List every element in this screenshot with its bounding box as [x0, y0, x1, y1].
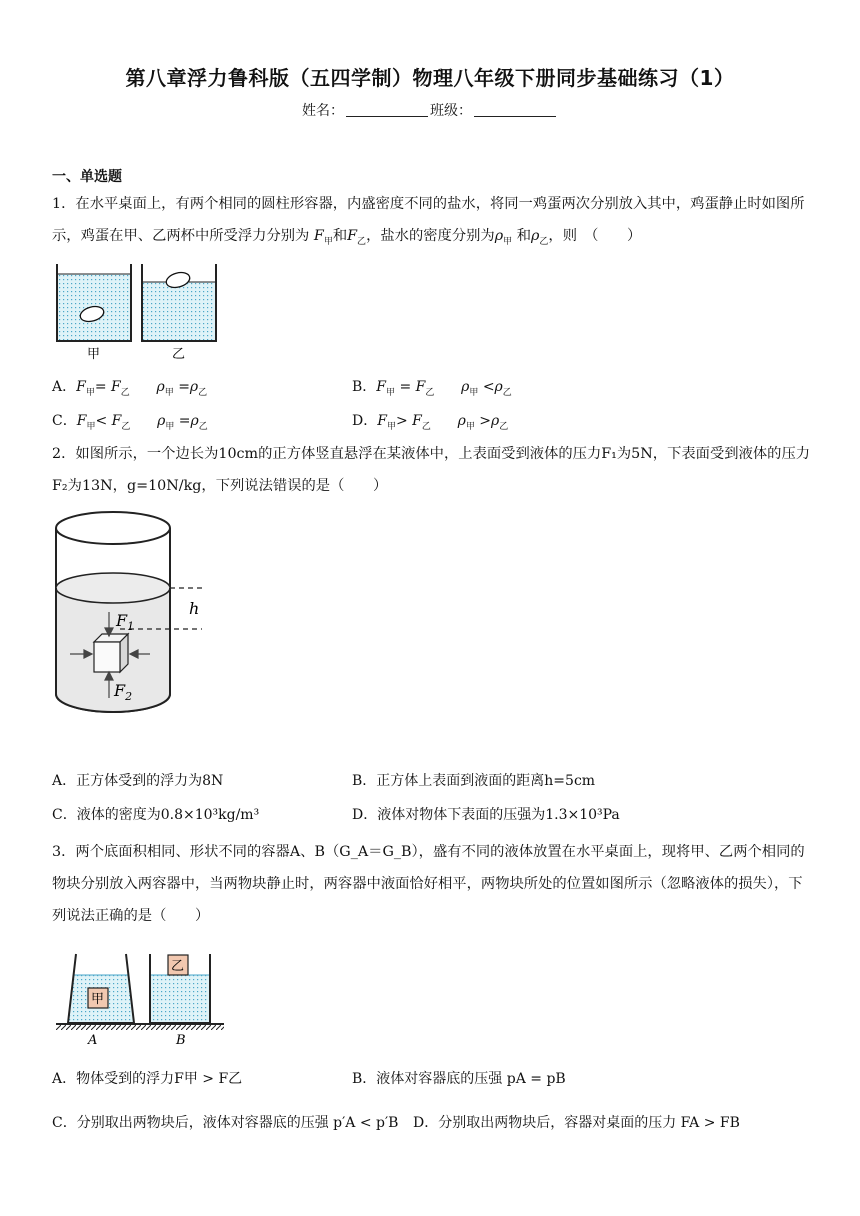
sub-jia: 甲	[165, 421, 175, 432]
q3-option-a[interactable]: A．物体受到的浮力F甲 > F乙	[52, 1071, 243, 1087]
class-blank[interactable]	[474, 102, 556, 117]
question-2: 2．如图所示，一个边长为10cm的正方体竖直悬浮在某液体中，上表面受到液体的压力F₁为5N，下表面受到液体的压力F₂为13N，g=10N/kg，下列说法错误的是（ ）	[52, 446, 811, 494]
relation: =	[94, 379, 107, 395]
f-symbol: F	[76, 379, 86, 395]
name-label: 姓名：	[302, 103, 344, 119]
q2-figure	[50, 506, 220, 728]
q2-option-a[interactable]: A．正方体受到的浮力为8N	[52, 773, 224, 789]
label-a: A	[88, 1033, 98, 1048]
sub-jia: 甲	[469, 387, 479, 398]
sub-yi: 乙	[198, 387, 208, 398]
sub-jia: 甲	[164, 387, 174, 398]
question-1	[52, 188, 812, 258]
h-label: h	[189, 599, 200, 618]
page-title: 第八章浮力鲁科版（五四学制）物理八年级下册同步基础练习（1）	[125, 66, 735, 90]
and-word: 和	[332, 228, 348, 244]
q1-option-c[interactable]	[52, 410, 208, 432]
f-symbol: F	[377, 413, 387, 429]
sub-yi: 乙	[120, 387, 130, 398]
q3-option-b[interactable]: B．液体对容器底的压强 pA = pB	[352, 1071, 566, 1087]
rho-symbol: ρ	[457, 413, 466, 429]
relation: =	[178, 413, 191, 429]
relation: =	[395, 379, 416, 395]
sub-yi: 乙	[357, 236, 367, 247]
rho-symbol: ρ	[461, 379, 470, 395]
sub-yi: 乙	[121, 421, 131, 432]
section-heading: 一、单选题	[52, 169, 122, 185]
sub-jia: 甲	[503, 236, 513, 247]
option-letter: A．	[52, 379, 77, 395]
sub-jia: 甲	[323, 236, 333, 247]
question-3: 3．两个底面积相同、形状不同的容器A、B（G_A＝G_B），盛有不同的液体放置在水平桌面上，现将甲、乙两个相同的物块分别放入两容器中，当两物块静止时，两容器中液面恰好相平，两物块所处的位置如图所示（忽略液体的损失），下列说法正确的是（ ）	[52, 844, 805, 924]
q3-option-d[interactable]: D．分别取出两物块后，容器对桌面的压力 FA > FB	[413, 1115, 740, 1131]
q1-option-a[interactable]	[52, 376, 207, 398]
sub-yi: 乙	[198, 421, 208, 432]
option-letter: C．	[52, 413, 77, 429]
q2-option-c[interactable]: C．液体的密度为0.8×10³kg/m³	[52, 807, 260, 823]
q3-figure	[56, 950, 231, 1048]
relation: >	[479, 413, 492, 429]
relation: <	[482, 379, 495, 395]
rho-symbol: ρ	[190, 413, 199, 429]
option-letter: D．	[352, 413, 378, 429]
f-symbol: F	[111, 379, 121, 395]
block-jia-label: 甲	[91, 992, 105, 1007]
fig-label-jia: 甲	[87, 347, 101, 362]
q2-option-b[interactable]: B．正方体上表面到液面的距离h=5cm	[352, 773, 596, 789]
f1-label: $F_1$	[116, 611, 135, 633]
f-symbol: F	[111, 413, 122, 429]
f-symbol: F	[412, 413, 422, 429]
cylinder	[56, 512, 170, 712]
f-symbol: F	[376, 379, 387, 395]
q2-option-d[interactable]: D．液体对物体下表面的压强为1.3×10³Pa	[352, 807, 620, 823]
relation: =	[178, 379, 190, 395]
beaker-yi	[142, 264, 216, 341]
label-b: B	[176, 1033, 186, 1048]
q1-text-b: ，盐水的密度分别为	[366, 228, 495, 244]
sub-jia: 甲	[386, 387, 396, 398]
sub-jia: 甲	[86, 421, 96, 432]
container-a	[68, 954, 134, 1023]
relation: <	[95, 413, 108, 429]
rho-symbol: ρ	[491, 413, 500, 429]
q1-option-d[interactable]	[352, 410, 508, 432]
and-word: 和	[516, 228, 531, 244]
rho-symbol: ρ	[156, 379, 165, 395]
sub-jia: 甲	[386, 421, 396, 432]
f-symbol: F	[415, 379, 426, 395]
name-blank[interactable]	[346, 102, 428, 117]
q1-text-c: ，则 （ ）	[548, 228, 642, 244]
option-letter: B．	[352, 379, 377, 395]
f2-label: $F_2$	[114, 681, 133, 703]
block-yi-label: 乙	[171, 959, 185, 974]
sub-yi: 乙	[421, 421, 431, 432]
f-symbol: F	[347, 228, 358, 244]
rho-symbol: ρ	[494, 228, 504, 244]
student-info	[0, 100, 860, 120]
relation: >	[395, 413, 408, 429]
container-b	[150, 954, 210, 1023]
f-symbol: F	[76, 413, 87, 429]
sub-yi: 乙	[539, 236, 549, 247]
rho-symbol: ρ	[494, 379, 503, 395]
sub-yi: 乙	[502, 387, 512, 398]
sub-yi: 乙	[499, 421, 509, 432]
sub-jia: 甲	[465, 421, 475, 432]
f-symbol: F	[313, 228, 324, 244]
rho-symbol: ρ	[189, 379, 199, 395]
q1-text-a: 1．在水平桌面上，有两个相同的圆柱形容器，内盛密度不同的盐水，将同一鸡蛋两次分别放入其中，鸡蛋静止时如图所示，鸡蛋在甲、乙两杯中所受浮力分别为	[52, 196, 805, 244]
class-label: 班级：	[430, 103, 472, 119]
sub-yi: 乙	[425, 387, 435, 398]
sub-jia: 甲	[85, 387, 95, 398]
fig-label-yi: 乙	[172, 347, 186, 362]
q1-option-b[interactable]	[352, 376, 512, 398]
q1-figure	[54, 262, 219, 362]
q3-option-c[interactable]: C．分别取出两物块后，液体对容器底的压强 p′A < p′B	[52, 1115, 399, 1131]
cube	[94, 634, 128, 672]
rho-symbol: ρ	[157, 413, 166, 429]
rho-symbol: ρ	[531, 228, 540, 244]
beaker-jia	[57, 264, 131, 341]
